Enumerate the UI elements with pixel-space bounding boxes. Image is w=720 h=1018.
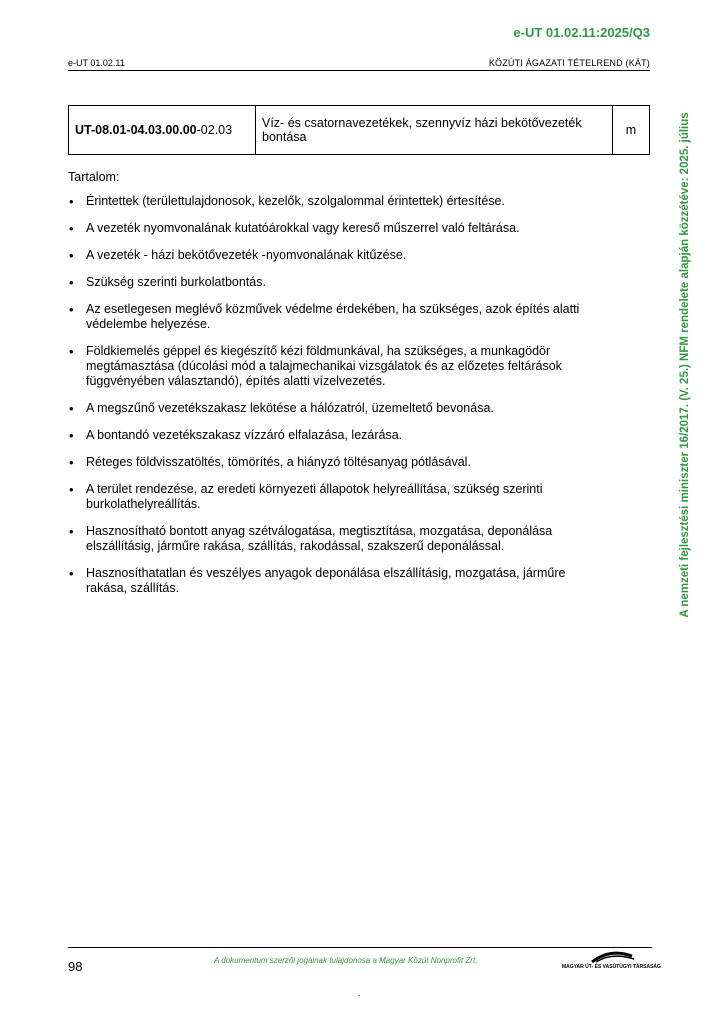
list-item: • Réteges földvisszatöltés, tömörítés, a hiányzó töltésanyag pótlásával. [68, 455, 608, 470]
header-left-text: e-UT 01.02.11 [68, 58, 125, 68]
item-unit: m [613, 106, 650, 155]
header-right-text: KÖZÚTI ÁGAZATI TÉTELREND (KÁT) [488, 58, 650, 68]
copyright-notice: A dokumentum szerzői jogainak tulajdonosa a Magyar Közút Nonprofit Zrt. [214, 956, 478, 965]
content-bullet-list [68, 194, 608, 608]
list-item: • A vezeték nyomvonalának kutatóárokkal vagy kereső műszerrel való feltárása. [68, 221, 608, 236]
list-item: • A bontandó vezetékszakasz vízzáró elfalazása, lezárása. [68, 428, 608, 443]
list-item: • Az esetlegesen meglévő közművek védelme érdekében, ha szükséges, azok építés alatti védelembe helyezése. [68, 302, 608, 332]
item-row [69, 106, 650, 155]
item-table [68, 105, 650, 155]
logo-swoosh-icon [562, 950, 652, 964]
list-item: • A megszűnő vezetékszakasz lekötése a hálózatról, üzemeltető bevonása. [68, 401, 608, 416]
header-divider [68, 70, 650, 71]
list-item: • Földkiemelés géppel és kiegészítő kézi földmunkával, ha szükséges, a munkagödör megtámasztása (dúcolási mód a talajmechanikai vizsgálatok és az előzetes feltárások függvényében választandó), építés alatti vízelvezetés. [68, 344, 608, 389]
list-item: • Hasznosíthatatlan és veszélyes anyagok deponálása elszállításig, mozgatása, járműre rakása, szállítás. [68, 566, 608, 596]
item-title: Víz- és csatornavezetékek, szennyvíz házi bekötővezeték bontása [256, 106, 613, 155]
content-label: Tartalom: [68, 170, 120, 184]
list-item: • Hasznosítható bontott anyag szétválogatása, megtisztítása, mozgatása, deponálása elszállításig, járműre rakása, szállítás, rakodással, szakszerű deponálással. [68, 524, 608, 554]
page-number: 98 [68, 959, 83, 974]
side-note-text: A nemzeti fejlesztési miniszter 16/2017. (V. 25.) NFM rendelete alapján közzétéve: 2025. július [679, 112, 691, 618]
list-item: • Szükség szerinti burkolatbontás. [68, 275, 608, 290]
document-code: e-UT 01.02.11:2025/Q3 [513, 25, 650, 40]
company-logo [562, 950, 661, 974]
list-item: • A terület rendezése, az eredeti környezeti állapotok helyreállítása, szükség szerinti burkolathelyreállítás. [68, 482, 608, 512]
footer-dot [358, 995, 360, 996]
list-item: • Érintettek (területtulajdonosok, kezelők, szolgalommal érintettek) értesítése. [68, 194, 608, 209]
list-item: • A vezeték - házi bekötővezeték -nyomvonalának kitűzése. [68, 248, 608, 263]
footer-divider [68, 947, 652, 948]
item-code-cell [69, 106, 256, 155]
item-code-bold: UT-08.01-04.03.00.00 [75, 123, 197, 137]
logo-text: MAGYAR ÚT- ÉS VASÚTÜGYI TÁRSASÁG [562, 964, 661, 970]
side-publication-note [675, 95, 695, 635]
item-code-suffix: -02.03 [196, 123, 233, 137]
